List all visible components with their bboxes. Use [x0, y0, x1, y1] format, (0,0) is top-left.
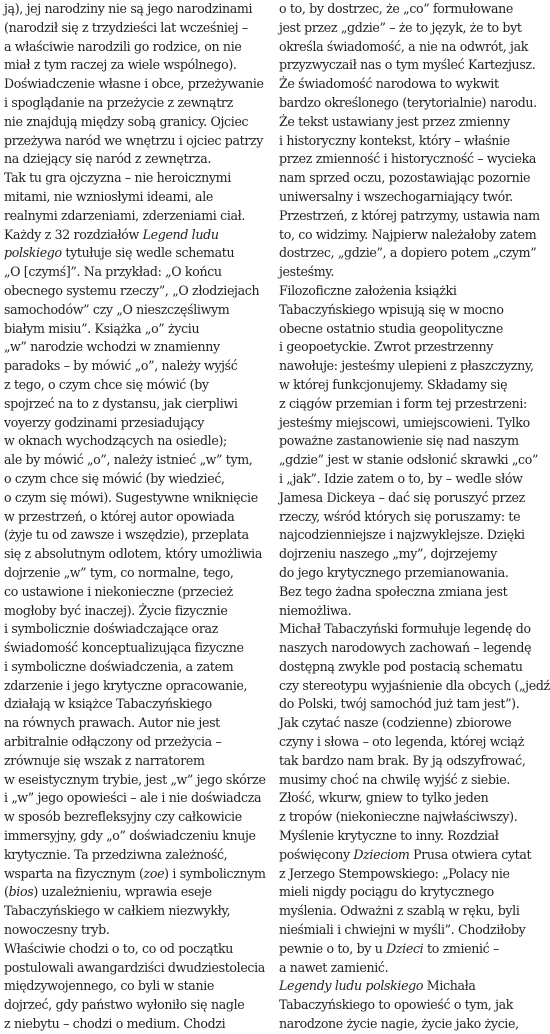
text-line: w oknach wychodzących na osiedle);: [4, 433, 227, 449]
text-line: w której funkcjonujemy. Składamy się: [279, 376, 508, 392]
text-line: Bez tego żadna społeczna zmiana jest: [279, 583, 508, 599]
text-line: o czym się mówi). Sugestywne wniknięcie: [4, 489, 258, 505]
text-line: Że świadomość narodowa to wykwit: [279, 76, 499, 92]
text-line: dostrzec, „gdzie”, a dopiero potem „czym”: [279, 245, 537, 261]
text-line: Tabaczyńskiego wpisują się w mocno: [279, 301, 504, 317]
italic-text: Dzieciom: [353, 846, 410, 862]
text-line: Właściwie chodzi o to, co od początku: [4, 940, 234, 956]
italic-text: polskiego: [4, 245, 62, 261]
text-line: jest przez „gdzie” – że to język, że to byt: [279, 19, 522, 35]
text-line: nie znajdują między sobą granicy. Ojciec: [4, 113, 249, 129]
italic-text: bios: [8, 884, 34, 900]
text-line: jesteśmy miejscowi, umiejscowieni. Tylko: [279, 414, 530, 430]
text-line: spojrzeć na to z dystansu, jak cierpliwi: [4, 395, 238, 411]
text-line: w eseistycznym trybie, jest „w” jego skórze: [4, 771, 266, 787]
text-line: miał z tym raczej za wiele wspólnego).: [4, 57, 237, 73]
text-line: Jak czytać nasze (codzienne) zbiorowe: [279, 715, 512, 731]
text-line: Filozoficzne założenia książki: [279, 282, 457, 298]
text-line: „w” narodzie wchodzi w znamienny: [4, 339, 220, 355]
text-line: na dziejący się naród z zewnętrza.: [4, 151, 212, 167]
text-line: ale by mówić „o”, należy istnieć „w” tym,: [4, 452, 253, 468]
text-line: świadomość konceptualizująca fizyczne: [4, 640, 244, 656]
text-line: arbitralnie odłączony od przeżycia –: [4, 734, 222, 750]
text-line: naszych narodowych zachowań – legendę: [279, 640, 532, 656]
text-line: działają w książce Tabaczyńskiego: [4, 696, 212, 712]
text-segment: Prusa otwiera cytat: [409, 846, 532, 862]
text-line: myślenia. Odważni z szablą w ręku, byli: [279, 903, 520, 919]
text-line: realnymi zdarzeniami, zderzeniami ciał.: [4, 207, 246, 223]
text-line: nawołuje: jesteśmy ulepieni z płaszczyzny,: [279, 358, 534, 374]
text-line: uniwersalny i wszechogarniający twór.: [279, 188, 513, 204]
text-line: Że tekst ustawiany jest przez zmienny: [279, 113, 510, 129]
text-line: immersyjny, gdy „o” doświadczeniu knuje: [4, 828, 256, 844]
text-line: z ciągów przemian i form tej przestrzeni:: [279, 395, 527, 411]
text-line: bardzo określonego (terytorialnie) narodu.: [279, 94, 537, 110]
text-line: ją), jej narodziny nie są jego narodzinami: [4, 1, 253, 16]
text-line: jesteśmy.: [279, 264, 335, 280]
text-line: i symbolicznie doświadczające oraz: [4, 621, 218, 637]
text-line: i symboliczne doświadczenia, a zatem: [4, 658, 234, 674]
text-line: krytycznie. Ta przedziwna zależność,: [4, 846, 228, 862]
text-segment: ) uzależnieniu, wprawia eseje: [33, 884, 212, 900]
text-line: Jamesa Dickeya – dać się poruszyć przez: [279, 489, 525, 505]
text-segment: Michała: [423, 978, 476, 994]
text-segment: (: [4, 884, 9, 900]
text-line: białym misiu”. Książka „o” życiu: [4, 320, 200, 336]
text-line: postulowali awangardziści dwudziestolecia: [4, 959, 265, 975]
text-line: czy stereotypu wyjaśnienie dla obcych („jedź: [279, 677, 550, 693]
text-line: [279, 940, 547, 959]
text-line: [4, 244, 272, 263]
text-line: samochodów” czy „O nieszczęśliwym: [4, 301, 230, 317]
text-line: musimy choć na chwilę wyjść z siebie.: [279, 771, 510, 787]
text-line: w przestrzeń, o której autor opowiada: [4, 508, 235, 524]
text-line: i „w” jego opowieści – ale i nie doświadcza: [4, 790, 262, 806]
italic-text: Legend ludu: [142, 226, 219, 242]
text-line: dojrzeć, gdy państwo wyłoniło się nagle: [4, 997, 245, 1013]
text-segment: pewnie o to, by u: [279, 940, 387, 956]
text-line: w sposób bezrefleksyjny czy całkowicie: [4, 809, 242, 825]
text-line: i „jak”. Idzie zatem o to, by – wedle słów: [279, 470, 523, 486]
text-line: nam sprzed oczu, pozostawiając pozornie: [279, 170, 531, 186]
text-line: to, co widzimy. Najpierw należałoby zatem: [279, 226, 537, 242]
text-line: [279, 977, 547, 996]
text-line: mieli nigdy pociągu do krytycznego: [279, 884, 494, 900]
text-line: z tego, o czym chce się mówić (by: [4, 376, 209, 392]
text-line: Złość, wkurw, gniew to tylko jeden: [279, 790, 489, 806]
text-line: z niebytu – chodzi o medium. Chodzi: [4, 1016, 226, 1032]
text-line: nieśmiali i chwiejni w myśli”. Chodziłoby: [279, 922, 526, 938]
text-line: narodzone życie nagie, życie jako życie,: [279, 1016, 519, 1032]
text-line: „O [czymś]”. Na przykład: „O końcu: [4, 264, 222, 280]
text-line: przez zmienność i historyczność – wycieka: [279, 151, 537, 167]
text-line: Tabaczyńskiego to opowieść o tym, jak: [279, 997, 514, 1013]
text-line: najcodzienniejsze i najzwyklejsze. Dzięki: [279, 527, 525, 543]
text-line: do jego krytycznego przemianowania.: [279, 564, 509, 580]
text-line: obecnego systemu rzeczy”, „O złodziejach: [4, 282, 260, 298]
text-line: Przestrzeń, z której patrzymy, ustawia nam: [279, 207, 540, 223]
text-segment: poświęcony: [279, 846, 354, 862]
text-line: określa świadomość, a nie na odwrót, jak: [279, 38, 529, 54]
text-line: się z absolutnym odlotem, który umożliwia: [4, 546, 262, 562]
text-line: i historyczny kontekst, który – właśnie: [279, 132, 510, 148]
right-text-column: [279, 0, 550, 1034]
text-line: paradoks – by mówić „o”, należy wyjść: [4, 358, 238, 374]
text-line: poważne zastanowienie się nad naszym: [279, 433, 519, 449]
text-line: a nawet zamienić.: [279, 959, 389, 975]
text-line: „gdzie” jest w stanie odsłonić skrawki „co”: [279, 452, 539, 468]
text-line: z tropów (niekonieczne najwłaściwszy).: [279, 809, 518, 825]
italic-text: Dzieci: [386, 940, 424, 956]
italic-text: zoe: [143, 865, 165, 881]
text-segment: to zmienić –: [423, 940, 499, 956]
text-segment: Każdy z 32 rozdziałów: [4, 226, 143, 242]
text-line: dostępną zwykle pod postacią schematu: [279, 658, 523, 674]
text-line: Myślenie krytyczne to inny. Rozdział: [279, 828, 499, 844]
text-line: [4, 226, 272, 245]
text-line: i geopoetyckie. Zwrot przestrzenny: [279, 339, 494, 355]
text-line: [4, 883, 272, 902]
text-line: przyzwyczaił nas o tym myśleć Kartezjusz.: [279, 57, 536, 73]
text-line: obecne ostatnio studia geopolityczne: [279, 320, 503, 336]
text-line: Tabaczyńskiego w całkiem niezwykły,: [4, 903, 231, 919]
text-line: o czym chce się mówić (by wiedzieć,: [4, 470, 225, 486]
text-line: Tak tu gra ojczyzna – nie heroicznymi: [4, 170, 231, 186]
left-text-column: [4, 0, 272, 1034]
italic-text: Legendy ludu polskiego: [279, 978, 424, 994]
text-line: rzeczy, wśród których się poruszamy: te: [279, 508, 521, 524]
text-line: na równych prawach. Autor nie jest: [4, 715, 220, 731]
text-line: mitami, nie wzniosłymi ideami, ale: [4, 188, 213, 204]
text-line: zdarzenie i jego krytyczne opracowanie,: [4, 677, 248, 693]
text-line: z Jerzego Stempowskiego: „Polacy nie: [279, 865, 510, 881]
text-line: międzywojennego, co byli w stanie: [4, 978, 215, 994]
text-line: Michał Tabaczyński formułuje legendę do: [279, 621, 531, 637]
text-line: o to, by dostrzec, że „co” formułowane: [279, 1, 513, 16]
text-line: przeżywa naród we wnętrzu i ojciec patrzy: [4, 132, 264, 148]
text-line: [279, 846, 547, 865]
text-segment: ) i symbolicznym: [164, 865, 266, 881]
text-segment: tytułuje się wedle schematu: [61, 245, 235, 261]
text-line: co ustawione i niekonieczne (przecież: [4, 583, 233, 599]
text-line: [4, 865, 272, 884]
text-segment: wsparta na fizycznym (: [4, 865, 144, 881]
text-line: Doświadczenie własne i obce, przeżywanie: [4, 76, 264, 92]
text-line: a właściwie narodzili go rodzice, on nie: [4, 38, 242, 54]
text-line: dojrzenie „w” tym, co normalne, tego,: [4, 564, 234, 580]
text-line: i spoglądanie na przeżycie z zewnątrz: [4, 94, 233, 110]
text-line: voyerzy godzinami przesiadujący: [4, 414, 205, 430]
text-line: niemożliwa.: [279, 602, 352, 618]
text-line: do Polski, twój samochód już tam jest”).: [279, 696, 520, 712]
text-line: zrównuje się wszak z narratorem: [4, 752, 205, 768]
text-line: dojrzeniu naszego „my”, dojrzejemy: [279, 546, 497, 562]
text-line: nowoczesny tryb.: [4, 922, 110, 938]
text-line: mogłoby być inaczej). Życie fizycznie: [4, 602, 228, 618]
text-line: czyny i słowa – oto legenda, której wciąż: [279, 734, 525, 750]
text-line: tak bardzo nam brak. By ją odszyfrować,: [279, 752, 526, 768]
text-line: (żyje tu od zawsze i wszędzie), przeplata: [4, 527, 249, 543]
text-line: (narodził się z trzydzieści lat wcześniej –: [4, 19, 248, 35]
